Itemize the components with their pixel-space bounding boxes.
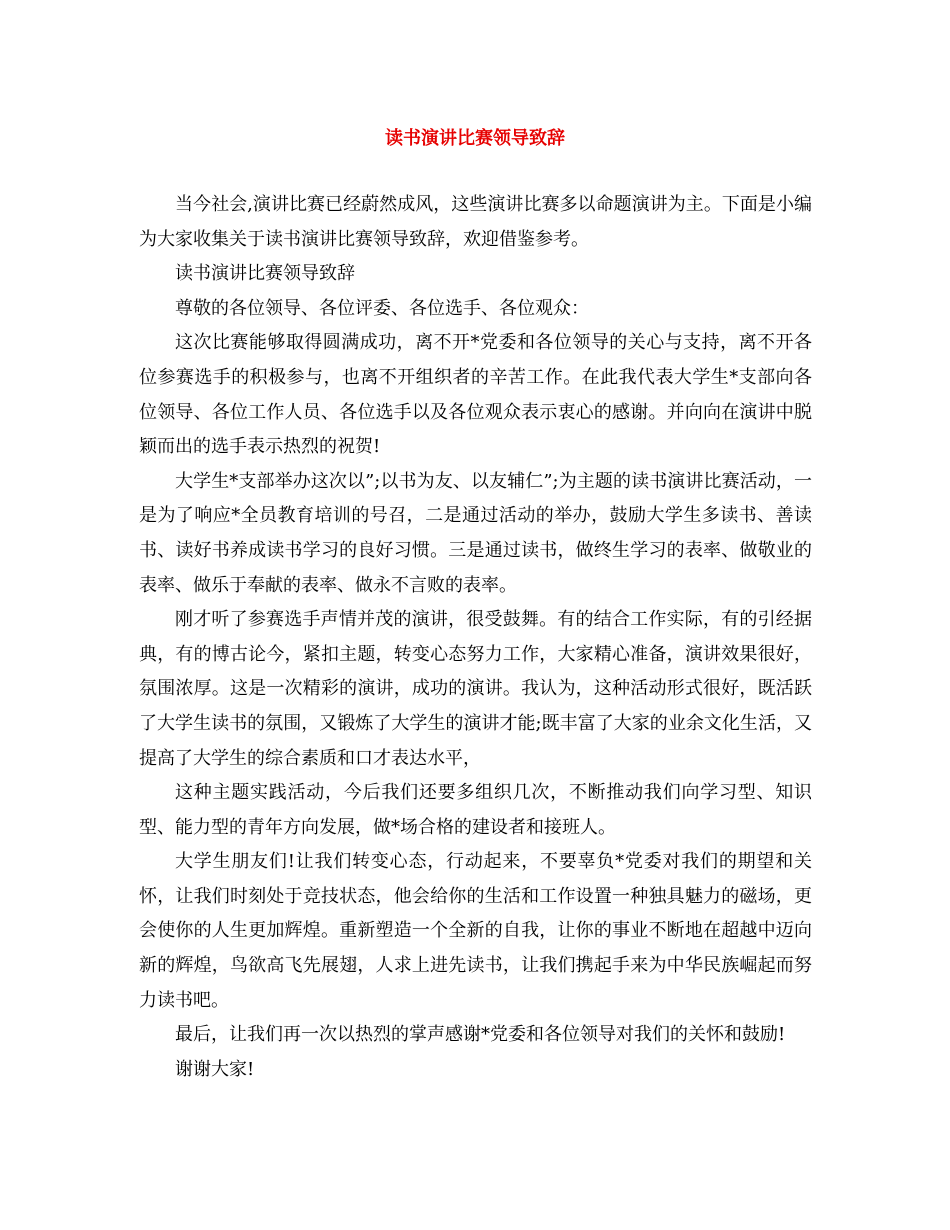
paragraph-intro: 当今社会,演讲比赛已经蔚然成风，这些演讲比赛多以命题演讲为主。下面是小编为大家收集关于读书演讲比赛领导致辞，欢迎借鉴参考。 bbox=[139, 194, 812, 250]
paragraph-appeal: 大学生朋友们!让我们转变心态，行动起来，不要辜负*党委对我们的期望和关怀，让我们时刻处于竞技状态，他会给你的生活和工作设置一种独具魅力的磁场，更会使你的人生更加辉煌。重新塑造一个全新的自我，让你的事业不断地在超越中迈向新的辉煌，鸟欲高飞先展翅，人求上进先读书，让我们携起手来为中华民族崛起而努力读书吧。 bbox=[139, 851, 812, 1011]
paragraph-thanks: 这次比赛能够取得圆满成功，离不开*党委和各位领导的关心与支持，离不开各位参赛选手的积极参与，也离不开组织者的辛苦工作。在此我代表大学生*支部向各位领导、各位工作人员、各位选手以及各位观众表示衷心的感谢。并向向在演讲中脱颖而出的选手表示热烈的祝贺! bbox=[139, 332, 812, 458]
document-body bbox=[139, 188, 812, 1087]
paragraph-evaluation: 刚才听了参赛选手声情并茂的演讲，很受鼓舞。有的结合工作实际，有的引经据典，有的博古论今，紧扣主题，转变心态努力工作，大家精心准备，演讲效果很好，氛围浓厚。这是一次精彩的演讲，成功的演讲。我认为，这种活动形式很好，既活跃了大学生读书的氛围，又锻炼了大学生的演讲才能;既丰富了大家的业余文化生活，又提高了大学生的综合素质和口才表达水平， bbox=[139, 609, 812, 769]
paragraph-purpose: 大学生*支部举办这次以”;以书为友、以友辅仁”;为主题的读书演讲比赛活动，一是为了响应*全员教育培训的号召，二是通过活动的举办，鼓励大学生多读书、善读书、读好书养成读书学习的良好习惯。三是通过读书，做终生学习的表率、做敬业的表率、做乐于奉献的表率、做永不言败的表率。 bbox=[139, 470, 812, 596]
paragraph-future: 这种主题实践活动，今后我们还要多组织几次，不断推动我们向学习型、知识型、能力型的青年方向发展，做*场合格的建设者和接班人。 bbox=[139, 782, 812, 838]
paragraph-heading: 读书演讲比赛领导致辞 bbox=[175, 263, 355, 285]
paragraph-salutation: 尊敬的各位领导、各位评委、各位选手、各位观众： bbox=[175, 297, 589, 319]
paragraph-closing: 最后，让我们再一次以热烈的掌声感谢*党委和各位领导对我们的关怀和鼓励! bbox=[175, 1024, 786, 1046]
document-title: 读书演讲比赛领导致辞 bbox=[385, 128, 565, 149]
paragraph-signoff: 谢谢大家! bbox=[175, 1058, 255, 1080]
